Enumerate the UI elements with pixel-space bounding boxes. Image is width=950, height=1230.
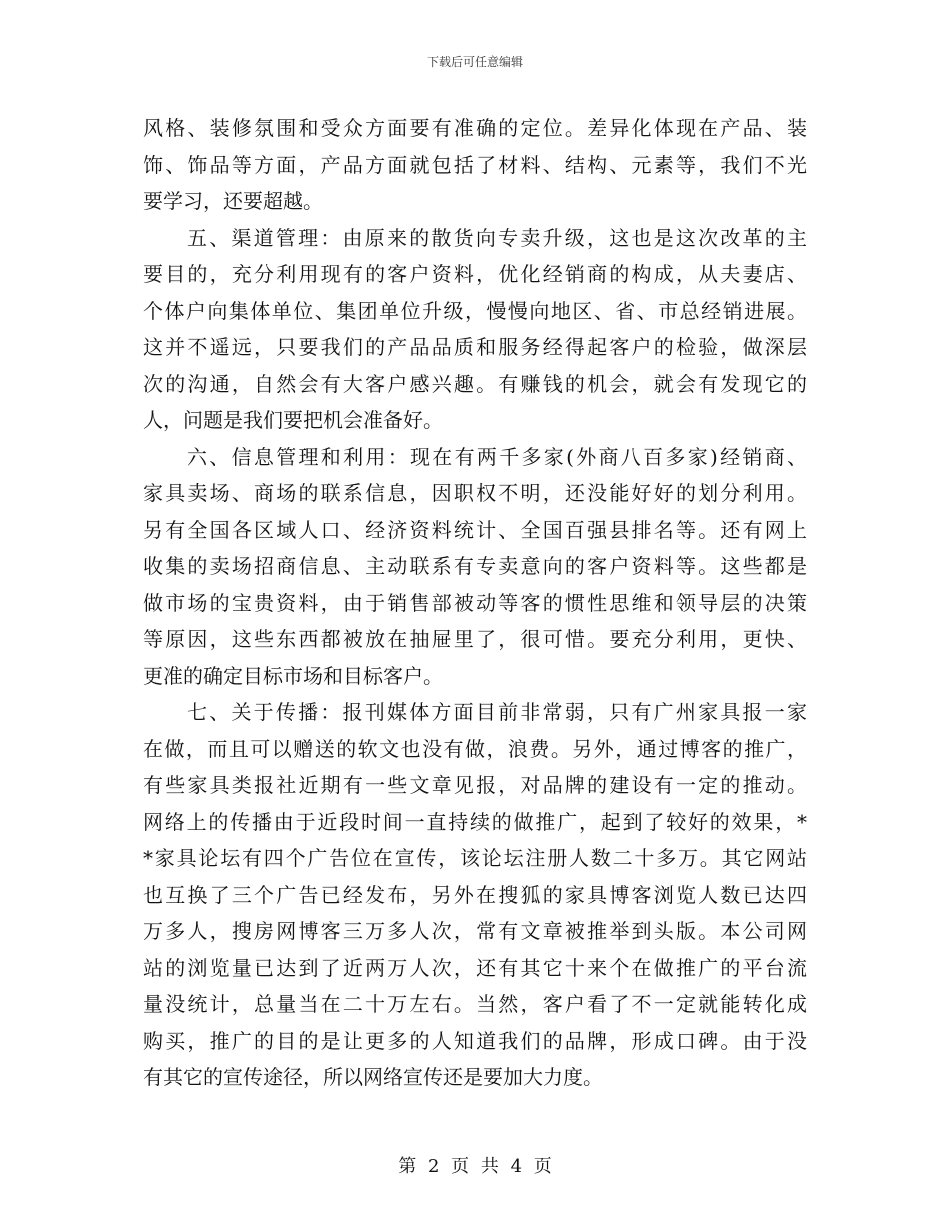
text-line: 有其它的宣传途径，所以网络宣传还是要加大力度。 xyxy=(143,1065,603,1089)
text-line: 要学习，还要超越。 xyxy=(143,189,323,213)
text-line: 收集的卖场招商信息、主动联系有专卖意向的客户资料等。这些都是 xyxy=(143,554,807,578)
text-line: 等原因，这些东西都被放在抽屉里了，很可惜。要充分利用，更快、 xyxy=(143,627,807,651)
document-body xyxy=(143,110,807,1096)
text-line: 也互换了三个广告已经发布，另外在搜狐的家具博客浏览人数已达四 xyxy=(143,882,807,907)
paragraph-start-channel-management: 五、渠道管理：由原来的散货向专卖升级，这也是这次改革的主 xyxy=(187,225,807,250)
page-number: 第 2 页 共 4 页 xyxy=(398,1156,552,1177)
text-line: 量没统计，总量当在二十万左右。当然，客户看了不一定就能转化成 xyxy=(143,992,807,1016)
text-line: 饰、饰品等方面，产品方面就包括了材料、结构、元素等，我们不光 xyxy=(143,152,807,177)
text-line: 万多人，搜房网博客三万多人次，常有文章被推举到头版。本公司网 xyxy=(143,919,807,943)
text-line: 在做，而且可以赠送的软文也没有做，浪费。另外，通过博客的推广， xyxy=(143,736,807,761)
text-line: 次的沟通，自然会有大客户感兴趣。有赚钱的机会，就会有发现它的 xyxy=(143,371,807,396)
text-line: 风格、装修氛围和受众方面要有准确的定位。差异化体现在产品、装 xyxy=(143,116,807,140)
text-line: 这并不遥远，只要我们的产品品质和服务经得起客户的检验，做深层 xyxy=(143,335,807,359)
text-line: 个体户向集体单位、集团单位升级，慢慢向地区、省、市总经销进展。 xyxy=(143,298,807,323)
text-line: 网络上的传播由于近段时间一直持续的做推广，起到了较好的效果，* xyxy=(143,809,807,834)
text-line: 做市场的宝贵资料，由于销售部被动等客的惯性思维和领导层的决策 xyxy=(143,590,807,615)
text-line: 站的浏览量已达到了近两万人次，还有其它十来个在做推广的平台流 xyxy=(143,955,807,980)
text-line: 购买，推广的目的是让更多的人知道我们的品牌，形成口碑。由于没 xyxy=(143,1028,807,1053)
paragraph-start-information-management: 六、信息管理和利用：现在有两千多家(外商八百多家)经销商、 xyxy=(187,444,807,469)
text-line: 要目的，充分利用现有的客户资料，优化经销商的构成，从夫妻店、 xyxy=(143,262,807,286)
text-line: 另有全国各区域人口、经济资料统计、全国百强县排名等。还有网上 xyxy=(143,517,807,542)
paragraph-start-communication: 七、关于传播：报刊媒体方面目前非常弱，只有广州家具报一家 xyxy=(187,700,807,724)
text-line: 家具卖场、商场的联系信息，因职权不明，还没能好好的划分利用。 xyxy=(143,481,807,505)
page-header: 下载后可任意编辑 xyxy=(426,55,523,69)
text-line: 更准的确定目标市场和目标客户。 xyxy=(143,663,443,688)
text-line: 人，问题是我们要把机会准备好。 xyxy=(143,408,443,432)
text-line: 有些家具类报社近期有一些文章见报，对品牌的建设有一定的推动。 xyxy=(143,773,807,797)
text-line: *家具论坛有四个广告位在宣传，该论坛注册人数二十多万。其它网站 xyxy=(143,846,807,870)
